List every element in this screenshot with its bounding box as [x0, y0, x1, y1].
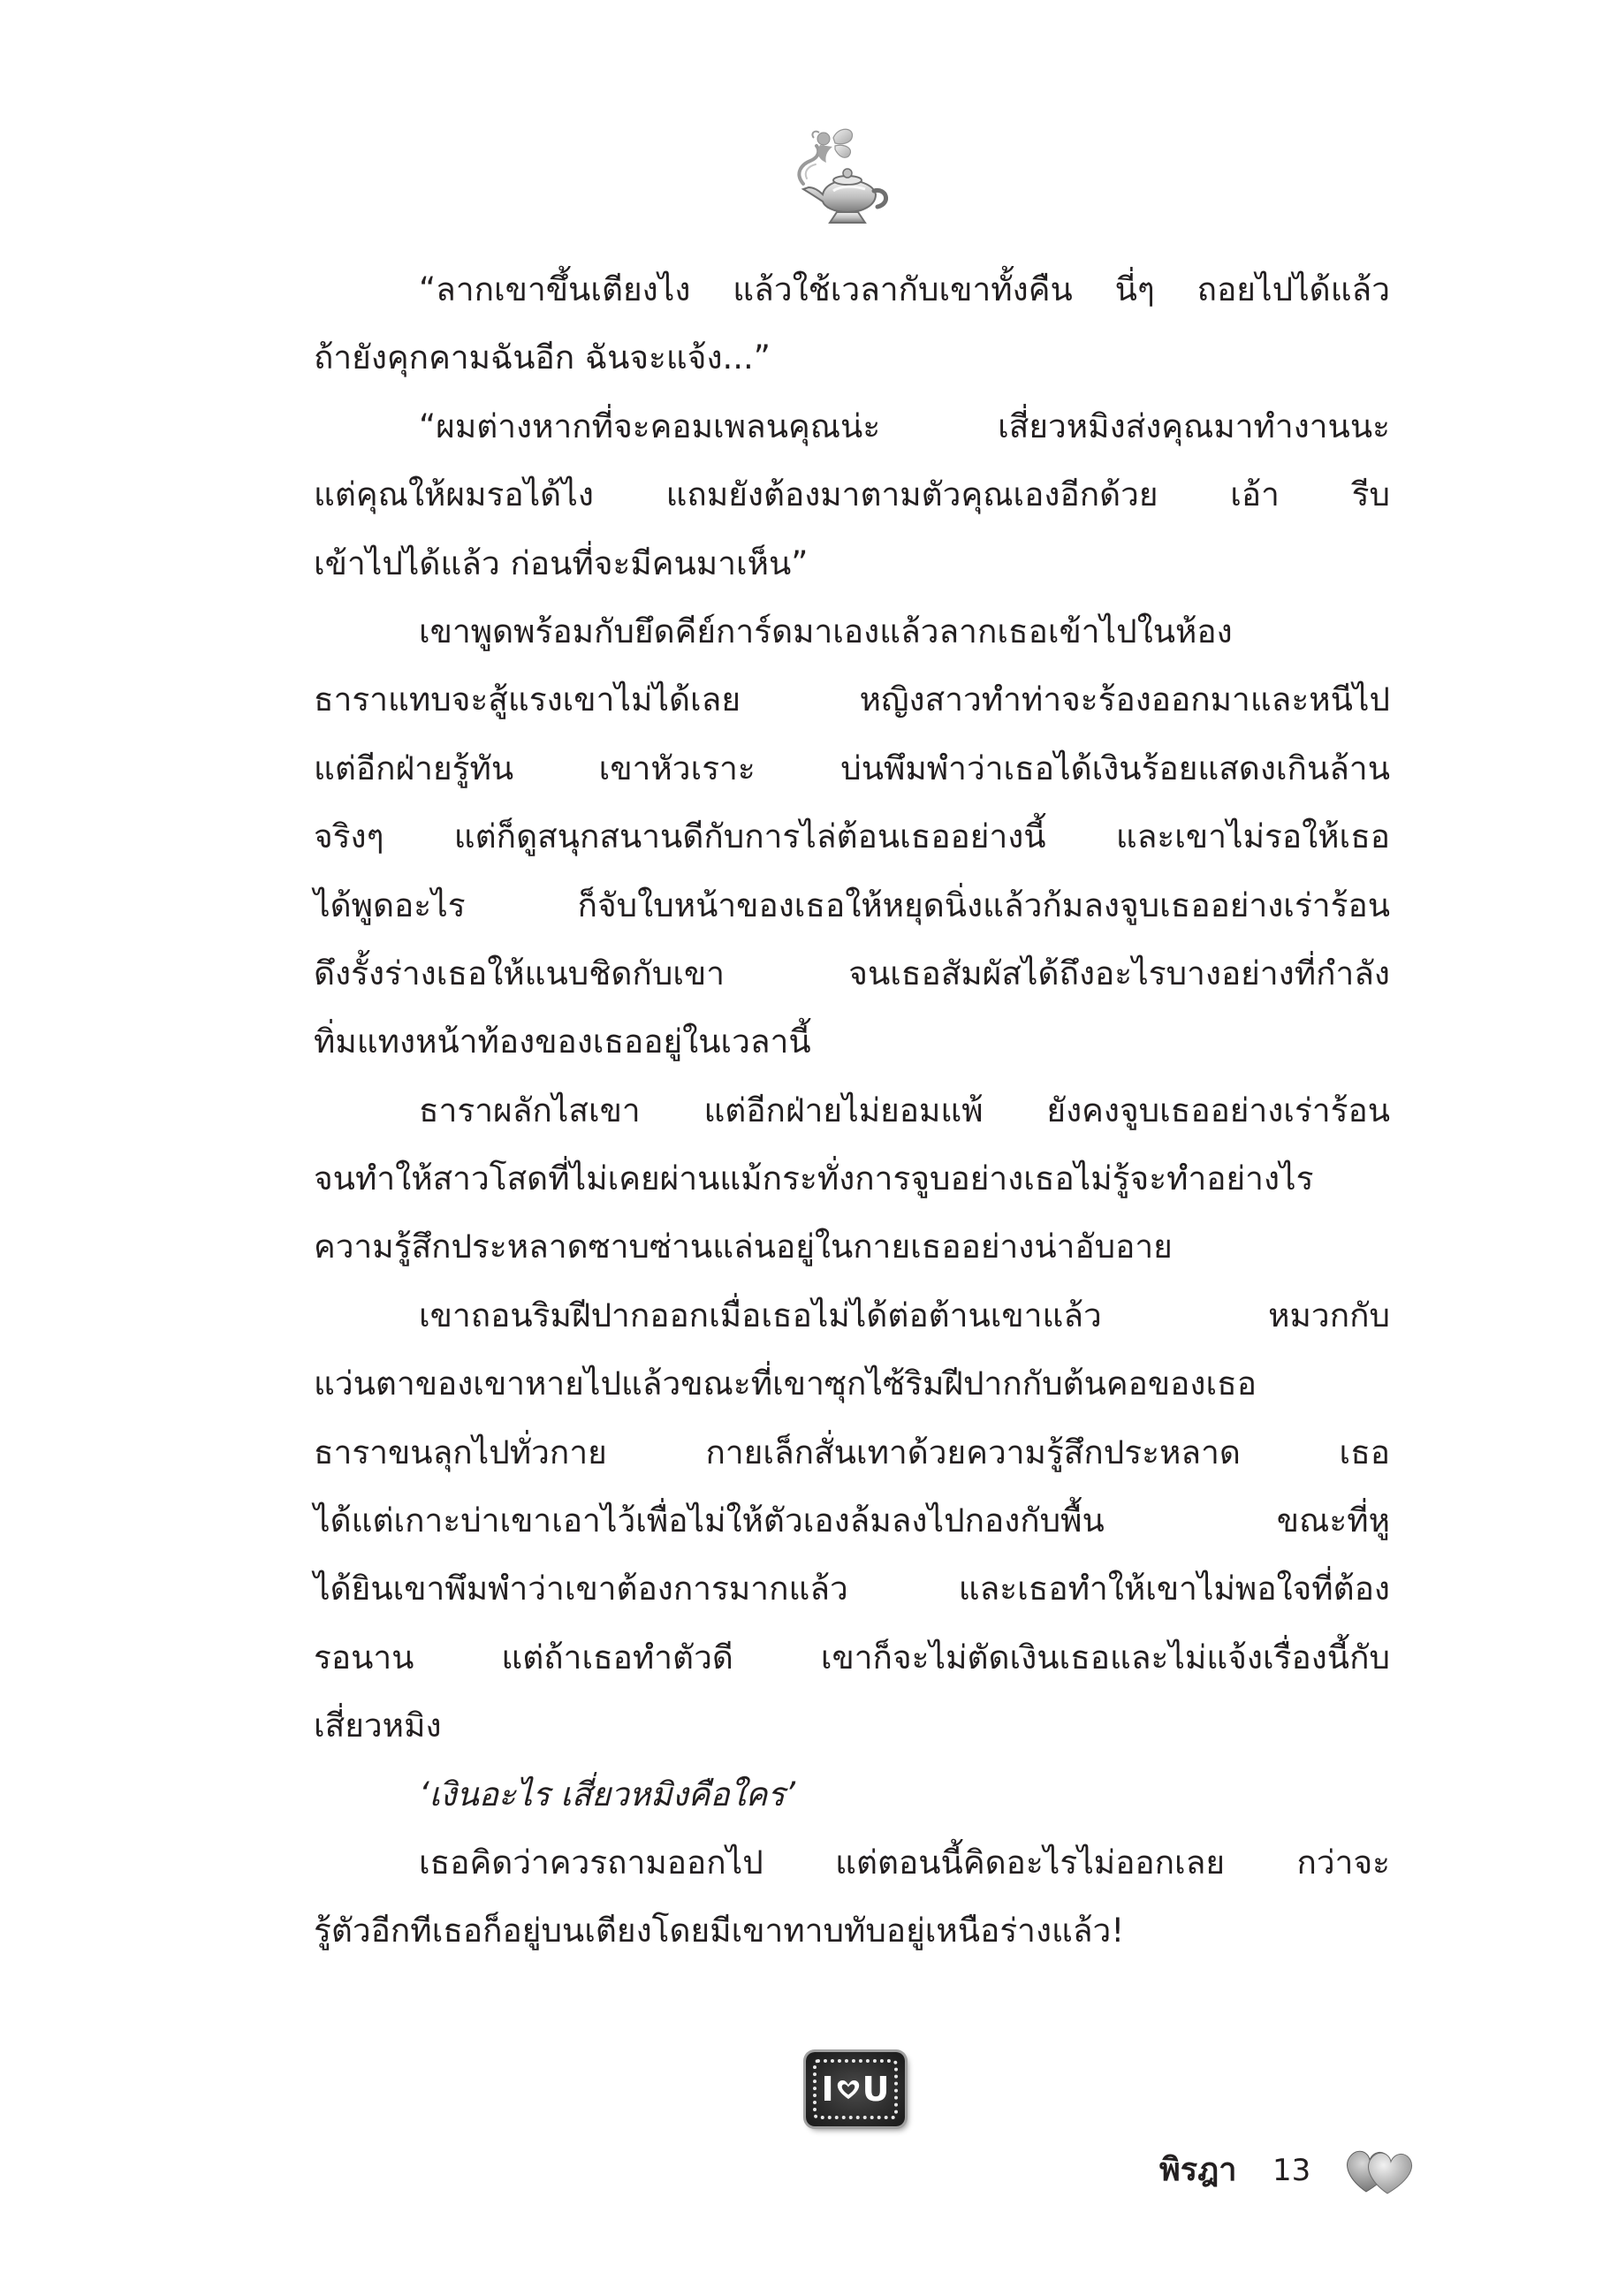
text-line: แว่นตาของเขาหายไปแล้วขณะที่เขาซุกไซ้ริมฝีปากกับต้นคอของเธอ	[314, 1365, 1257, 1403]
paragraph-inner-thought	[314, 1760, 1390, 1828]
text-line: เขาถอนริมฝีปากออกเมื่อเธอไม่ได้ต่อต้านเขาแล้ว หมวกกับ	[419, 1296, 1390, 1334]
text-line: เธอคิดว่าควรถามออกไป แต่ตอนนี้คิดอะไรไม่ออกเลย กว่าจะ	[419, 1843, 1390, 1882]
author-name: พิรฎา	[1159, 2152, 1237, 2188]
genie-lamp-icon	[793, 124, 899, 230]
text-line: ได้พูดอะไร ก็จับใบหน้าของเธอให้หยุดนิ่งแล้วก้มลงจูบเธออย่างเร่าร้อน	[314, 886, 1390, 924]
text-line: ได้แต่เกาะบ่าเขาเอาไว้เพื่อไม่ให้ตัวเองล้มลงไปกองกับพื้น ขณะที่หู	[314, 1502, 1390, 1540]
text-line: ธาราขนลุกไปทั่วกาย กายเล็กสั่นเทาด้วยความรู้สึกประหลาด เธอ	[314, 1433, 1390, 1471]
text-line: ธาราผลักไสเขา แต่อีกฝ่ายไม่ยอมแพ้ ยังคงจูบเธออย่างเร่าร้อน	[419, 1091, 1390, 1129]
i-love-u-badge	[806, 2052, 905, 2126]
badge-letter-u: U	[862, 2070, 890, 2109]
paragraph	[314, 1281, 1390, 1760]
text-line: รอนาน แต่ถ้าเธอทำตัวดี เขาก็จะไม่ตัดเงินเธอและไม่แจ้งเรื่องนี้กับ	[314, 1638, 1390, 1676]
heart-icon	[837, 2079, 860, 2100]
text-line: “ลากเขาขึ้นเตียงไง แล้วใช้เวลากับเขาทั้งคืน นี่ๆ ถอยไปได้แล้ว	[419, 270, 1390, 308]
text-line: จริงๆ แต่ก็ดูสนุกสนานดีกับการไล่ต้อนเธออย่างนี้ และเขาไม่รอให้เธอ	[314, 817, 1390, 856]
page-number: 13	[1272, 2153, 1311, 2188]
paragraph	[314, 1828, 1390, 1965]
text-line: แต่คุณให้ผมรอได้ไง แถมยังต้องมาตามตัวคุณเองอีกด้วย เอ้า รีบ	[314, 475, 1390, 514]
paragraph	[314, 597, 1390, 1076]
text-line: ธาราแทบจะสู้แรงเขาไม่ได้เลย หญิงสาวทำท่าจะร้องออกมาและหนีไป	[314, 680, 1390, 719]
badge-lights-frame	[813, 2059, 898, 2119]
text-line: ดึงรั้งร่างเธอให้แนบชิดกับเขา จนเธอสัมผัสได้ถึงอะไรบางอย่างที่กำลัง	[314, 954, 1390, 992]
text-line: รู้ตัวอีกทีเธอก็อยู่บนเตียงโดยมีเขาทาบทับอยู่เหนือร่างแล้ว!	[314, 1912, 1125, 1950]
paragraph	[314, 255, 1390, 392]
text-line: แต่อีกฝ่ายรู้ทัน เขาหัวเราะ บ่นพึมพำว่าเธอได้เงินร้อยแสดงเกินล้าน	[314, 749, 1390, 787]
badge-letter-i: I	[821, 2070, 834, 2109]
text-line: จนทำให้สาวโสดที่ไม่เคยผ่านแม้กระทั่งการจูบอย่างเธอไม่รู้จะทำอย่างไร	[314, 1159, 1314, 1198]
text-line: เข้าไปได้แล้ว ก่อนที่จะมีคนมาเห็น”	[314, 544, 809, 582]
text-line: ได้ยินเขาพึมพำว่าเขาต้องการมากแล้ว และเธอทำให้เขาไม่พอใจที่ต้อง	[314, 1570, 1390, 1608]
text-line: ถ้ายังคุกคามฉันอีก ฉันจะแจ้ง...”	[314, 338, 771, 377]
text-line: ความรู้สึกประหลาดซาบซ่านแล่นอยู่ในกายเธออย่างน่าอับอาย	[314, 1228, 1173, 1266]
hearts-icon	[1341, 2142, 1414, 2197]
text-line: “ผมต่างหากที่จะคอมเพลนคุณน่ะ เสี่ยวหมิงส่งคุณมาทำงานนะ	[419, 407, 1390, 445]
text-line: เขาพูดพร้อมกับยึดคีย์การ์ดมาเองแล้วลากเธอเข้าไปในห้อง	[419, 612, 1233, 650]
text-line: ทิ่มแทงหน้าท้องของเธออยู่ในเวลานี้	[314, 1023, 811, 1061]
paragraph	[314, 1076, 1390, 1281]
text-line-italic: ‘เงินอะไร เสี่ยวหมิงคือใคร’	[419, 1775, 796, 1813]
story-text	[314, 255, 1390, 1965]
paragraph	[314, 392, 1390, 597]
text-line: เสี่ยวหมิง	[314, 1707, 442, 1745]
